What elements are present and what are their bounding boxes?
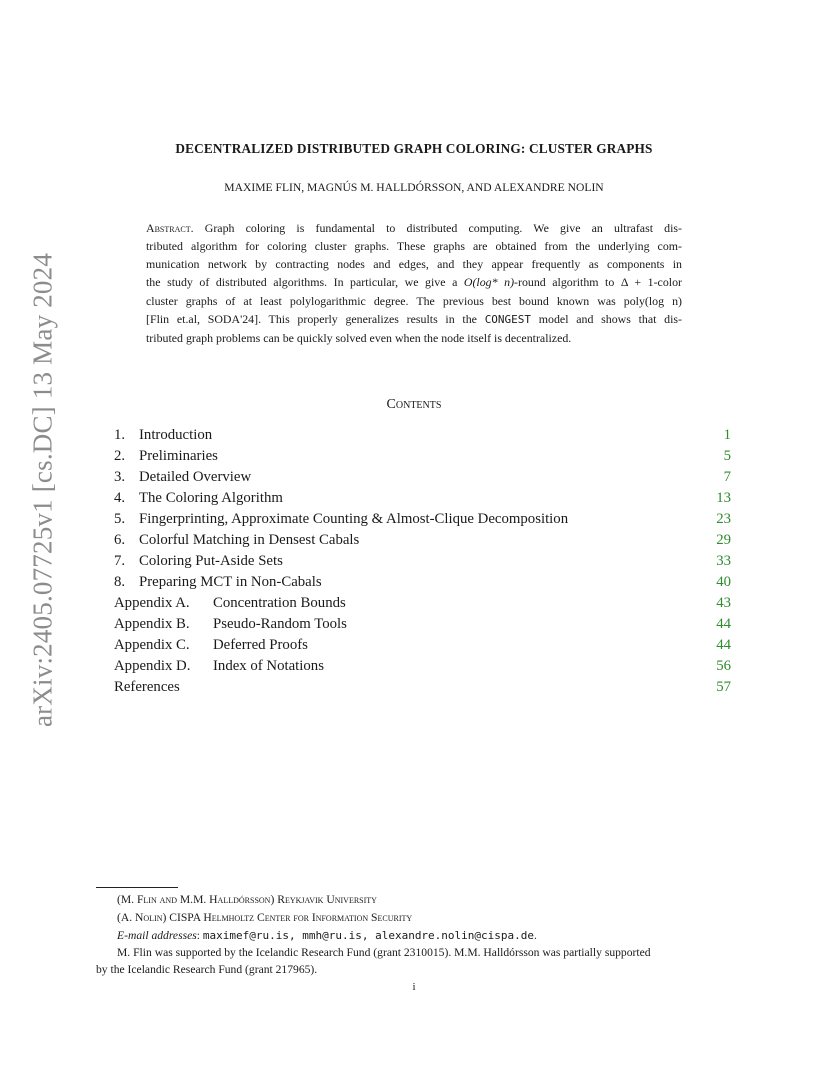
- abstract-text: model and shows that dis-: [531, 311, 683, 326]
- toc-label: Colorful Matching in Densest Cabals: [139, 532, 360, 548]
- abstract-line: [146, 310, 682, 329]
- appendix-prefix: Appendix D.: [114, 658, 191, 674]
- toc-page-link[interactable]: 23: [716, 511, 731, 527]
- abstract-text: Graph coloring is fundamental to distributed computing. We give an ultrafast dis-: [204, 221, 682, 235]
- abstract-text: cluster graphs of at least polylogarithmic degree. The previous best bound known was: [146, 293, 624, 308]
- toc-page-link[interactable]: 44: [716, 616, 731, 632]
- toc-references-entry[interactable]: [114, 677, 731, 698]
- toc-label: Concentration Bounds: [213, 595, 346, 611]
- footnote-rule: [96, 887, 178, 888]
- toc-label: Deferred Proofs: [213, 637, 308, 653]
- funding-footnote: M. Flin was supported by the Icelandic Research Fund (grant 2310015). M.M. Halldórsson was partially supported: [117, 946, 651, 959]
- toc-label: Preliminaries: [139, 448, 218, 464]
- abstract-line: [146, 273, 682, 291]
- toc-label: Introduction: [139, 427, 213, 443]
- email-label: E-mail addresses: [117, 929, 197, 942]
- funding-footnote-continued: by the Icelandic Research Fund (grant 217965).: [96, 963, 318, 976]
- toc-label: Preparing MCT in Non-Cabals: [139, 574, 322, 590]
- abstract-heading: Abstract.: [146, 221, 194, 235]
- abstract-line: [146, 219, 682, 237]
- toc-entry[interactable]: [114, 425, 731, 446]
- appendix-prefix: Appendix B.: [114, 616, 190, 632]
- abstract-line: munication network by contracting nodes and edges, and they appear frequently as components in: [146, 257, 682, 272]
- arxiv-identifier: arXiv:2405.07725v1 [cs.DC] 13 May 2024: [27, 252, 58, 728]
- affiliation-footnote: (A. Nolin) CISPA Helmholtz Center for Information Security: [117, 911, 413, 924]
- toc-number: 8.: [114, 574, 126, 590]
- toc-page-link[interactable]: 56: [716, 658, 731, 674]
- toc-page-link[interactable]: 33: [716, 553, 731, 569]
- abstract-text: [Flin et.al, SODA'24]. This properly generalizes results in the: [146, 311, 485, 326]
- table-of-contents: [114, 425, 731, 698]
- toc-label: Coloring Put-Aside Sets: [139, 553, 283, 569]
- toc-number: 2.: [114, 448, 126, 464]
- toc-entry[interactable]: [114, 488, 731, 509]
- toc-page-link[interactable]: 40: [716, 574, 731, 590]
- abstract-line: tributed graph problems can be quickly solved even when the node itself is decentralized.: [146, 330, 572, 345]
- author-list: MAXIME FLIN, MAGNÚS M. HALLDÓRSSON, AND ALEXANDRE NOLIN: [224, 181, 604, 194]
- abstract-text: -color: [653, 275, 682, 290]
- toc-label: Fingerprinting, Approximate Counting & Almost-Clique Decomposition: [139, 511, 569, 527]
- abstract-line: tributed algorithm for coloring cluster graphs. These graphs are obtained from the underlying com-: [146, 239, 682, 254]
- email-footnote: E-mail addresses: maximef@ru.is, mmh@ru.is, alexandre.nolin@cispa.de.: [117, 929, 537, 942]
- toc-number: 6.: [114, 532, 126, 548]
- appendix-prefix: Appendix A.: [114, 595, 190, 611]
- toc-label: Index of Notations: [213, 658, 324, 674]
- toc-label: References: [114, 679, 180, 695]
- toc-entry[interactable]: [114, 446, 731, 467]
- math-inline: O(log* n): [463, 275, 515, 290]
- abstract-text: -round algorithm to: [514, 275, 621, 290]
- paper-title: DECENTRALIZED DISTRIBUTED GRAPH COLORING: CLUSTER GRAPHS: [175, 141, 653, 156]
- toc-page-link[interactable]: 29: [716, 532, 731, 548]
- toc-entry[interactable]: [114, 572, 731, 593]
- abstract-line: [146, 292, 682, 310]
- toc-number: 7.: [114, 553, 126, 569]
- toc-page-link[interactable]: 1: [723, 427, 731, 443]
- toc-appendix-entry[interactable]: [114, 614, 731, 635]
- toc-page-link[interactable]: 13: [716, 490, 731, 506]
- toc-entry[interactable]: [114, 467, 731, 488]
- abstract: [146, 219, 682, 347]
- toc-entry[interactable]: [114, 509, 731, 530]
- toc-label: The Coloring Algorithm: [139, 490, 283, 506]
- toc-label: Detailed Overview: [139, 469, 252, 485]
- email-list[interactable]: maximef@ru.is, mmh@ru.is, alexandre.nolin@cispa.de: [202, 929, 535, 942]
- math-inline: poly(log n): [623, 293, 683, 308]
- toc-appendix-entry[interactable]: [114, 635, 731, 656]
- toc-label: Pseudo-Random Tools: [213, 616, 347, 632]
- toc-appendix-entry[interactable]: [114, 656, 731, 677]
- toc-page-link[interactable]: 57: [716, 679, 731, 695]
- model-name: CONGEST: [484, 312, 532, 326]
- appendix-prefix: Appendix C.: [114, 637, 190, 653]
- toc-number: 4.: [114, 490, 126, 506]
- math-inline: Δ + 1: [620, 275, 654, 290]
- abstract-text: the study of distributed algorithms. In particular, we give a: [146, 275, 464, 290]
- toc-entry[interactable]: [114, 530, 731, 551]
- toc-page-link[interactable]: 5: [723, 448, 731, 464]
- toc-number: 3.: [114, 469, 126, 485]
- toc-page-link[interactable]: 44: [716, 637, 731, 653]
- toc-page-link[interactable]: 7: [723, 469, 731, 485]
- toc-number: 1.: [114, 427, 126, 443]
- contents-heading: Contents: [386, 397, 442, 412]
- page-number: i: [412, 981, 416, 993]
- toc-page-link[interactable]: 43: [716, 595, 731, 611]
- toc-appendix-entry[interactable]: [114, 593, 731, 614]
- affiliation-footnote: (M. Flin and M.M. Halldórsson) Reykjavik University: [117, 893, 377, 906]
- toc-number: 5.: [114, 511, 126, 527]
- toc-entry[interactable]: [114, 551, 731, 572]
